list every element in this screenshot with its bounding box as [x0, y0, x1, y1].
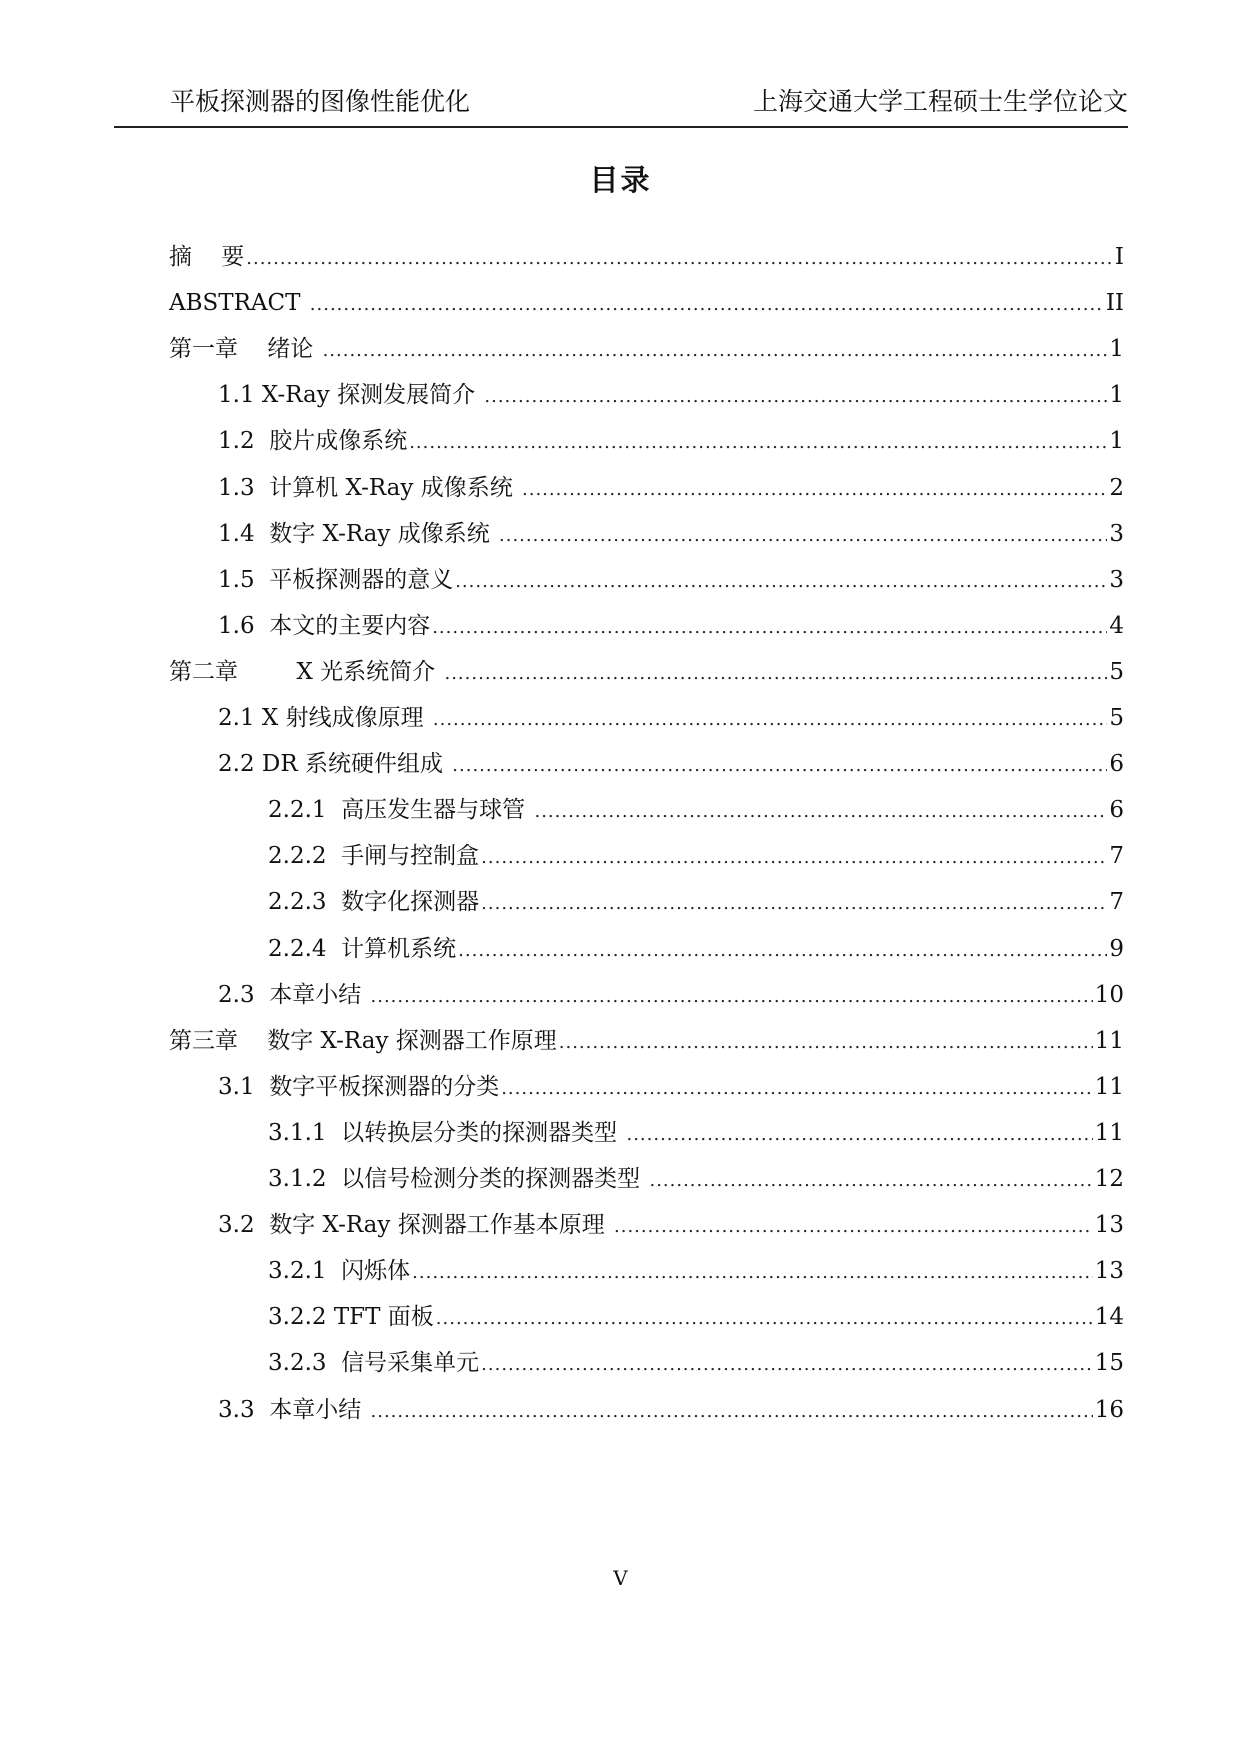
toc-entry-page: 3: [1109, 520, 1124, 547]
toc-entry-page: 6: [1109, 797, 1124, 824]
toc-entry[interactable]: [169, 278, 1124, 318]
toc-entry-label: 1.5 平板探测器的意义: [218, 566, 454, 593]
page-number: V: [613, 1566, 628, 1590]
toc-entry-label: 3.1 数字平板探测器的分类: [218, 1073, 500, 1100]
toc-entry-label: 2.2.1 高压发生器与球管: [268, 797, 533, 824]
toc-entry[interactable]: [218, 1062, 1124, 1102]
toc-leader-dots: [371, 984, 1093, 1010]
toc-entry[interactable]: [268, 1246, 1124, 1286]
toc-leader-dots: [534, 799, 1107, 825]
toc-leader-dots: [484, 384, 1107, 410]
toc-entry-page: 3: [1109, 566, 1124, 593]
toc-entry[interactable]: [268, 1108, 1124, 1148]
toc-entry-label: 3.1.2 以信号检测分类的探测器类型: [268, 1166, 648, 1192]
header-thesis-title: 平板探测器的图像性能优化: [170, 87, 471, 116]
toc-entry-label: 3.1.1 以转换层分类的探测器类型: [268, 1119, 625, 1146]
toc-entry-page: 11: [1094, 1027, 1124, 1054]
toc-entry-page: II: [1105, 290, 1124, 317]
toc-entry-page: 10: [1094, 981, 1124, 1008]
toc-leader-dots: [455, 569, 1107, 595]
toc-entry-page: 5: [1109, 658, 1124, 685]
toc-leader-dots: [409, 430, 1107, 456]
toc-entry-label: 第二章 X 光系统简介: [169, 658, 443, 685]
toc-entry-page: 7: [1109, 843, 1124, 870]
toc-leader-dots: [458, 938, 1107, 964]
toc-entry-page: I: [1114, 244, 1124, 270]
toc-entry-page: 15: [1094, 1350, 1124, 1377]
toc-entry[interactable]: [218, 463, 1124, 503]
toc-entry[interactable]: [169, 324, 1124, 364]
toc-entry[interactable]: [268, 1154, 1124, 1194]
toc-entry[interactable]: [218, 693, 1124, 733]
toc-leader-dots: [444, 661, 1107, 687]
toc-entry[interactable]: [218, 416, 1124, 456]
toc-leader-dots: [501, 1076, 1093, 1102]
toc-entry-page: 7: [1109, 889, 1124, 916]
toc-entry-page: 4: [1109, 612, 1124, 639]
toc-entry-label: 2.3 本章小结: [218, 981, 369, 1008]
toc-entry-label: 2.2.2 手闸与控制盒: [268, 843, 480, 870]
header-university: 上海交通大学工程硕士生学位论文: [752, 87, 1128, 116]
toc-leader-dots: [481, 1352, 1093, 1378]
toc-entry-label: 1.2 胶片成像系统: [218, 428, 408, 455]
toc-entry-page: 16: [1094, 1396, 1124, 1423]
toc-entry[interactable]: [268, 831, 1124, 871]
toc-entry[interactable]: [268, 1292, 1124, 1332]
toc-entry-page: 1: [1109, 382, 1124, 409]
toc-entry-label: 2.2 DR 系统硬件组成: [218, 751, 451, 778]
toc-leader-dots: [323, 338, 1108, 364]
toc-entry[interactable]: [218, 1200, 1124, 1240]
toc-entry[interactable]: [169, 232, 1124, 272]
toc-leader-dots: [246, 246, 1113, 272]
toc-leader-dots: [559, 1030, 1093, 1056]
toc-leader-dots: [412, 1260, 1093, 1286]
toc-entry-page: 14: [1094, 1304, 1124, 1331]
toc-leader-dots: [436, 1306, 1093, 1332]
toc-entry-label: 2.2.4 计算机系统: [268, 935, 457, 962]
page-header: [114, 86, 1128, 128]
toc-entry-page: 13: [1094, 1258, 1124, 1285]
toc-entry-label: 1.3 计算机 X-Ray 成像系统: [218, 474, 521, 501]
toc-entry-label: 3.2 数字 X-Ray 探测器工作基本原理: [218, 1212, 613, 1239]
toc-entry-label: 2.1 X 射线成像原理: [218, 705, 431, 731]
toc-leader-dots: [371, 1399, 1093, 1425]
toc-title: 目录: [589, 163, 652, 197]
toc-leader-dots: [649, 1168, 1092, 1194]
toc-leader-dots: [499, 523, 1107, 549]
toc-entry[interactable]: [169, 647, 1124, 687]
toc-entry[interactable]: [169, 1016, 1124, 1056]
toc-entry-label: 3.2.2 TFT 面板: [268, 1304, 434, 1331]
toc-entry-label: 1.6 本文的主要内容: [218, 612, 431, 639]
toc-leader-dots: [614, 1214, 1093, 1240]
toc-entry-label: 1.4 数字 X-Ray 成像系统: [218, 520, 498, 547]
toc-entry-label: 第一章 绪论: [169, 336, 321, 363]
toc-entry-label: 3.2.3 信号采集单元: [268, 1350, 480, 1377]
toc-entry-page: 2: [1109, 474, 1124, 501]
toc-leader-dots: [310, 292, 1104, 318]
toc-entry-page: 1: [1109, 428, 1124, 455]
toc-entry-page: 12: [1094, 1166, 1124, 1192]
toc-entry[interactable]: [268, 924, 1124, 964]
toc-leader-dots: [481, 891, 1107, 917]
toc-entry-page: 5: [1109, 705, 1124, 731]
toc-entry-page: 1: [1109, 336, 1124, 363]
toc-entry[interactable]: [218, 601, 1124, 641]
toc-leader-dots: [433, 707, 1107, 733]
toc-entry[interactable]: [218, 370, 1124, 410]
toc-entry[interactable]: [218, 1385, 1124, 1425]
toc-entry-label: 1.1 X-Ray 探测发展简介: [218, 382, 483, 409]
toc-entry-page: 9: [1109, 935, 1124, 962]
toc-entry-label: 第三章 数字 X-Ray 探测器工作原理: [169, 1027, 557, 1054]
toc-entry-page: 6: [1109, 751, 1124, 778]
toc-entry[interactable]: [268, 877, 1124, 917]
toc-leader-dots: [626, 1122, 1092, 1148]
toc-entry[interactable]: [218, 555, 1124, 595]
toc-entry[interactable]: [268, 785, 1124, 825]
toc-entry[interactable]: [218, 509, 1124, 549]
toc-leader-dots: [452, 753, 1107, 779]
toc-entry-label: 3.2.1 闪烁体: [268, 1258, 411, 1285]
toc-entry-page: 11: [1094, 1119, 1124, 1146]
toc-leader-dots: [522, 477, 1107, 503]
toc-entry-page: 13: [1094, 1212, 1124, 1239]
toc-entry-label: ABSTRACT: [169, 290, 308, 317]
toc-entry[interactable]: [268, 1338, 1124, 1378]
toc-entry-page: 11: [1094, 1073, 1124, 1100]
toc-leader-dots: [481, 845, 1107, 871]
toc-entry-label: 3.3 本章小结: [218, 1396, 369, 1423]
toc-entry-label: 摘 要: [169, 244, 245, 270]
toc-entry[interactable]: [218, 970, 1124, 1010]
toc-leader-dots: [432, 615, 1107, 641]
toc-entry-label: 2.2.3 数字化探测器: [268, 889, 480, 916]
toc-entry[interactable]: [218, 739, 1124, 779]
